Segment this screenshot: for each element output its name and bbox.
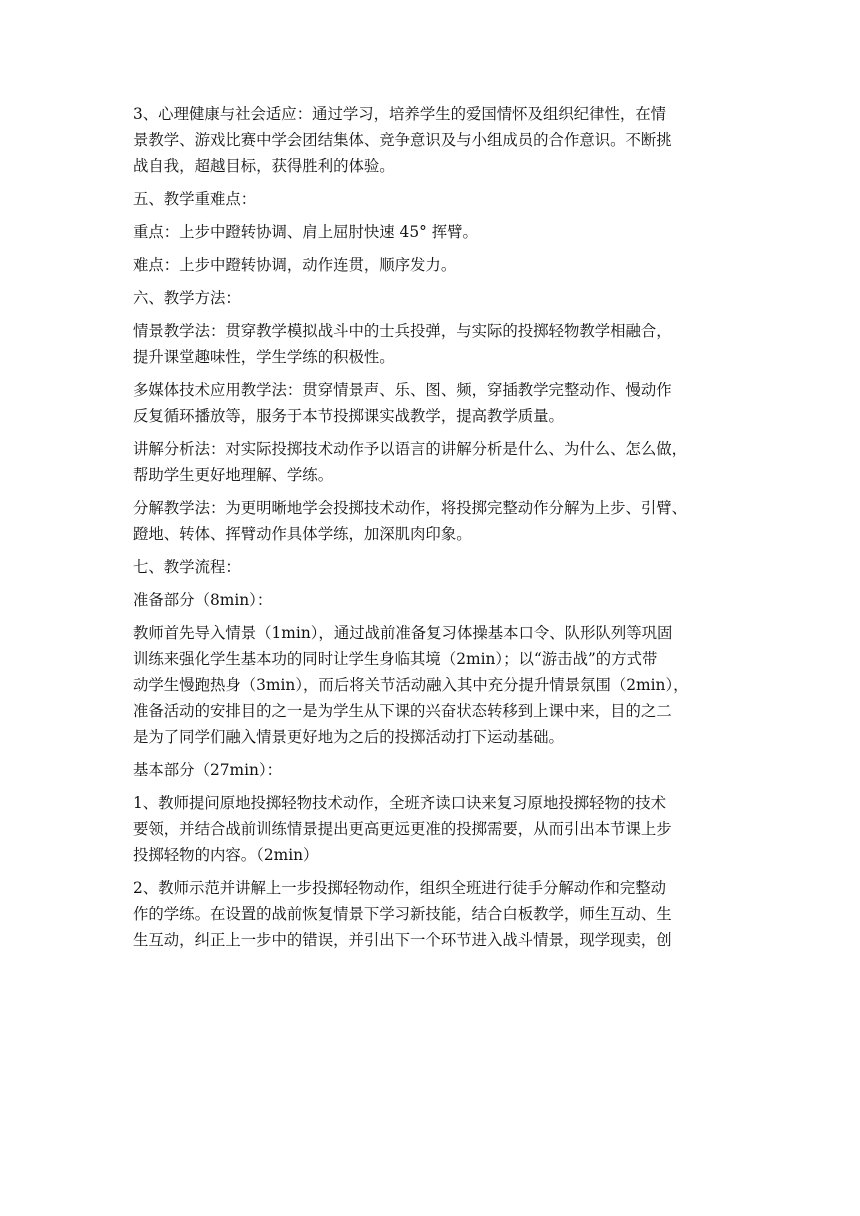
text-line: 要领，并结合战前训练情景提出更高更远更准的投掷需要，从而引出本节课上步 <box>133 820 672 838</box>
text-line: 提升课堂趣味性，学生学练的积极性。 <box>133 348 395 366</box>
section-heading-process <box>133 554 733 580</box>
text-line: 2、教师示范并讲解上一步投掷轻物动作，组织全班进行徒手分解动作和完整动 <box>133 879 667 897</box>
text-line: 六、教学方法： <box>133 289 241 307</box>
text-line: 分解教学法：为更明晰地学会投掷技术动作，将投掷完整动作分解为上步、引臂、 <box>133 499 688 517</box>
paragraph-key-point <box>133 219 733 245</box>
document-page <box>133 101 733 960</box>
text-line: 反复循环播放等，服务于本节投掷课实战教学，提高教学质量。 <box>133 407 564 425</box>
text-line: 动学生慢跑热身（3min），而后将关节活动融入其中充分提升情景氛围（2min）， <box>133 676 689 694</box>
paragraph-difficulty <box>133 252 733 278</box>
text-line: 1、教师提问原地投掷轻物技术动作，全班齐读口诀来复习原地投掷轻物的技术 <box>133 794 667 812</box>
text-line: 五、教学重难点： <box>133 190 257 208</box>
text-line: 是为了同学们融入情景更好地为之后的投掷活动打下运动基础。 <box>133 728 564 746</box>
text-line: 七、教学流程： <box>133 558 241 576</box>
text-line: 生互动，纠正上一步中的错误，并引出下一个环节进入战斗情景，现学现卖，创 <box>133 931 672 949</box>
text-line: 讲解分析法：对实际投掷技术动作予以语言的讲解分析是什么、为什么、怎么做， <box>133 440 688 458</box>
text-line: 准备活动的安排目的之一是为学生从下课的兴奋状态转移到上课中来，目的之二 <box>133 702 672 720</box>
text-line: 多媒体技术应用教学法：贯穿情景声、乐、图、频，穿插教学完整动作、慢动作 <box>133 381 672 399</box>
text-line: 帮助学生更好地理解、学练。 <box>133 466 334 484</box>
paragraph-method-explanation <box>133 436 733 488</box>
section-heading-methods <box>133 285 733 311</box>
paragraph-goal-3 <box>133 101 733 179</box>
text-line: 准备部分（8min）： <box>133 591 273 609</box>
text-line: 情景教学法：贯穿教学模拟战斗中的士兵投弹，与实际的投掷轻物教学相融合， <box>133 322 672 340</box>
paragraph-preparation <box>133 620 733 750</box>
text-line: 基本部分（27min）： <box>133 761 283 779</box>
text-line: 景教学、游戏比赛中学会团结集体、竞争意识及与小组成员的合作意识。不断挑 <box>133 131 672 149</box>
paragraph-method-scenario <box>133 318 733 370</box>
paragraph-method-multimedia <box>133 377 733 429</box>
text-line: 训练来强化学生基本功的同时让学生身临其境（2min）；以“游击战”的方式带 <box>133 650 658 668</box>
text-line: 战自我，超越目标，获得胜利的体验。 <box>133 157 395 175</box>
paragraph-method-decomposition <box>133 495 733 547</box>
text-line: 重点：上步中蹬转协调、肩上屈肘快速 45° 挥臂。 <box>133 223 478 241</box>
section-heading-key-points <box>133 186 733 212</box>
text-line: 3、心理健康与社会适应：通过学习，培养学生的爱国情怀及组织纪律性，在情 <box>133 105 667 123</box>
text-line: 教师首先导入情景（1min），通过战前准备复习体操基本口令、队形队列等巩固 <box>133 624 673 642</box>
subheading-preparation <box>133 587 733 613</box>
text-line: 难点：上步中蹬转协调，动作连贯，顺序发力。 <box>133 256 457 274</box>
text-line: 蹬地、转体、挥臂动作具体学练，加深肌肉印象。 <box>133 525 472 543</box>
subheading-basic-part <box>133 757 733 783</box>
paragraph-basic-step-2 <box>133 875 733 953</box>
text-line: 投掷轻物的内容。（2min） <box>133 846 319 864</box>
text-line: 作的学练。在设置的战前恢复情景下学习新技能，结合白板教学，师生互动、生 <box>133 905 672 923</box>
paragraph-basic-step-1 <box>133 790 733 868</box>
